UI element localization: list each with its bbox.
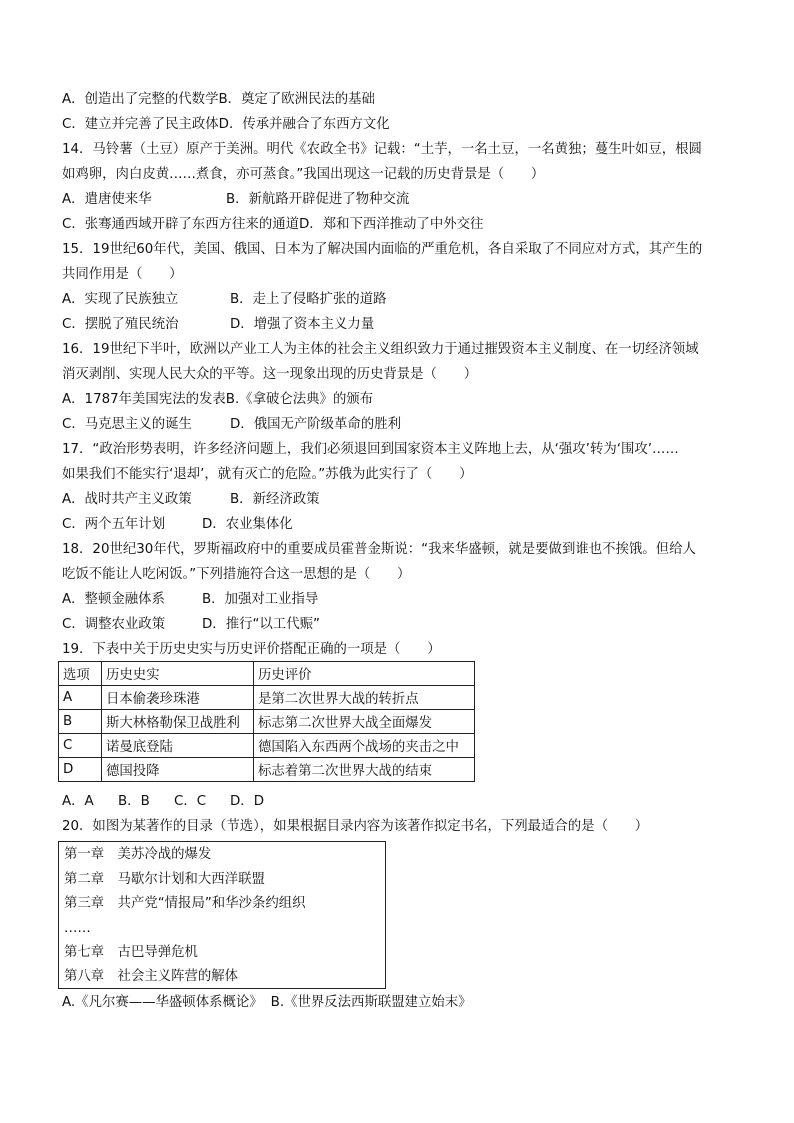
table-header-cell: 历史评价 [254, 662, 475, 686]
q18-option-a: A．整顿金融体系 [62, 592, 165, 607]
q16-options-ab [62, 387, 373, 412]
q16-option-c: C．马克思主义的诞生 [62, 417, 192, 432]
toc-item: 第八章 社会主义阵营的解体 [64, 969, 239, 984]
q16-options-cd [62, 412, 401, 437]
toc-item: 第七章 古巴导弹危机 [64, 945, 198, 960]
q14-options-cd [62, 212, 483, 237]
q18-stem-line-1: 18．20世纪30年代，罗斯福政府中的重要成员霍普金斯说：“我来华盛顿，就是要做到谁也不挨饿。但给人 [62, 542, 696, 557]
q17-stem-line-2: 如果我们不能实行‘退却’，就有灭亡的危险。”苏俄为此实行了（ ） [62, 467, 473, 482]
toc-item: 第一章 美苏冷战的爆发 [64, 847, 212, 862]
table-header-cell: 选项 [59, 662, 102, 686]
q18-options-cd [62, 612, 320, 637]
q19-option-a: A．A [62, 794, 94, 809]
q14-option-b: B．新航路开辟促进了物种交流 [226, 192, 410, 207]
table-row [59, 758, 475, 782]
q16-option-a: A．1787年美国宪法的发表 [62, 392, 226, 407]
table-cell: A [59, 686, 102, 710]
q13-options-ab [62, 87, 375, 112]
q20-option-a: A.《凡尔赛——华盛顿体系概论》 [62, 995, 263, 1010]
q19-option-c: C．C [174, 794, 207, 809]
toc-item: 第二章 马歇尔计划和大西洋联盟 [64, 872, 265, 887]
q16-stem-line-1: 16．19世纪下半叶，欧洲以产业工人为主体的社会主义组织致力于通过摧毁资本主义制度、在一切经济领域 [62, 342, 699, 357]
q15-stem-line-2: 共同作用是（ ） [62, 267, 183, 282]
q15-option-b: B．走上了侵略扩张的道路 [230, 292, 387, 307]
table-cell: 标志第二次世界大战全面爆发 [254, 710, 475, 734]
q15-options-ab [62, 287, 386, 312]
table-row [59, 710, 475, 734]
q17-option-b: B．新经济政策 [230, 492, 320, 507]
q16-stem-line-2: 消灭剥削、实现人民大众的平等。这一现象出现的历史背景是（ ） [62, 367, 478, 382]
toc-item: 第三章 共产党“情报局”和华沙条约组织 [64, 896, 306, 911]
table-row [59, 686, 475, 710]
q20-options-ab [62, 990, 472, 1015]
table-cell: 诺曼底登陆 [102, 734, 254, 758]
q15-option-d: D．增强了资本主义力量 [230, 317, 375, 332]
q13-option-d: D．传承并融合了东西方文化 [218, 117, 390, 132]
table-cell: 德国投降 [102, 758, 254, 782]
q14-options-ab [62, 187, 409, 212]
q13-options-cd [62, 112, 390, 137]
q18-option-d: D．推行“以工代赈” [202, 617, 320, 632]
table-cell: 斯大林格勒保卫战胜利 [102, 710, 254, 734]
q15-option-c: C．摆脱了殖民统治 [62, 317, 179, 332]
q14-option-a: A．遣唐使来华 [62, 192, 152, 207]
table-cell: 标志着第二次世界大战的结束 [254, 758, 475, 782]
q18-options-ab [62, 587, 318, 612]
q16-option-d: D．俄国无产阶级革命的胜利 [230, 417, 401, 432]
q14-option-d: D．郑和下西洋推动了中外交往 [299, 217, 484, 232]
q19-stem: 19．下表中关于历史史实与历史评价搭配正确的一项是（ ） [62, 642, 441, 657]
toc-item: …… [64, 921, 91, 936]
q13-option-c: C．建立并完善了民主政体 [62, 117, 219, 132]
q13-option-a: A．创造出了完整的代数学 [62, 92, 219, 107]
q18-option-b: B．加强对工业指导 [202, 592, 319, 607]
q15-option-a: A．实现了民族独立 [62, 292, 179, 307]
q14-stem-line-1: 14．马铃薯（土豆）原产于美洲。明代《农政全书》记载：“土芋，一名土豆，一名黄独；蔓生叶如豆，根圆 [62, 142, 702, 157]
q17-options-ab [62, 487, 320, 512]
q16-option-b: B.《拿破仑法典》的颁布 [225, 392, 374, 407]
table-row [59, 734, 475, 758]
q19-options [62, 789, 264, 814]
q17-stem-line-1: 17．“政治形势表明，许多经济问题上，我们必须退回到国家资本主义阵地上去，从‘强攻’转为‘围攻’…… [62, 442, 679, 457]
table-header-cell: 历史史实 [102, 662, 254, 686]
q15-options-cd [62, 312, 374, 337]
table-cell: 日本偷袭珍珠港 [102, 686, 254, 710]
table-cell: B [59, 710, 102, 734]
q19-table [58, 661, 475, 782]
q20-table-of-contents [58, 841, 386, 989]
q17-options-cd [62, 512, 293, 537]
table-cell: 德国陷入东西两个战场的夹击之中 [254, 734, 475, 758]
q13-option-b: B．奠定了欧洲民法的基础 [218, 92, 375, 107]
table-cell: 是第二次世界大战的转折点 [254, 686, 475, 710]
q18-option-c: C．调整农业政策 [62, 617, 166, 632]
q17-option-d: D．农业集体化 [202, 517, 293, 532]
table-cell: D [59, 758, 102, 782]
q15-stem-line-1: 15．19世纪60年代，美国、俄国、日本为了解决国内面临的严重危机，各自采取了不同应对方式，其产生的 [62, 242, 703, 257]
q19-option-b: B．B [118, 794, 150, 809]
q18-stem-line-2: 吃饭不能让人吃闲饭。”下列措施符合这一思想的是（ ） [62, 567, 411, 582]
q14-option-c: C．张骞通西域开辟了东西方往来的通道 [62, 217, 299, 232]
q17-option-c: C．两个五年计划 [62, 517, 166, 532]
table-cell: C [59, 734, 102, 758]
q19-option-d: D．D [230, 794, 265, 809]
table-header-row [59, 662, 475, 686]
q20-option-b: B.《世界反法西斯联盟建立始末》 [270, 995, 472, 1010]
q20-stem: 20．如图为某著作的目录（节选），如果根据目录内容为该著作拟定书名，下列最适合的是（ ） [62, 819, 649, 834]
q17-option-a: A．战时共产主义政策 [62, 492, 192, 507]
q14-stem-line-2: 如鸡卵，肉白皮黄……煮食，亦可蒸食。”我国出现这一记载的历史背景是（ ） [62, 167, 545, 182]
